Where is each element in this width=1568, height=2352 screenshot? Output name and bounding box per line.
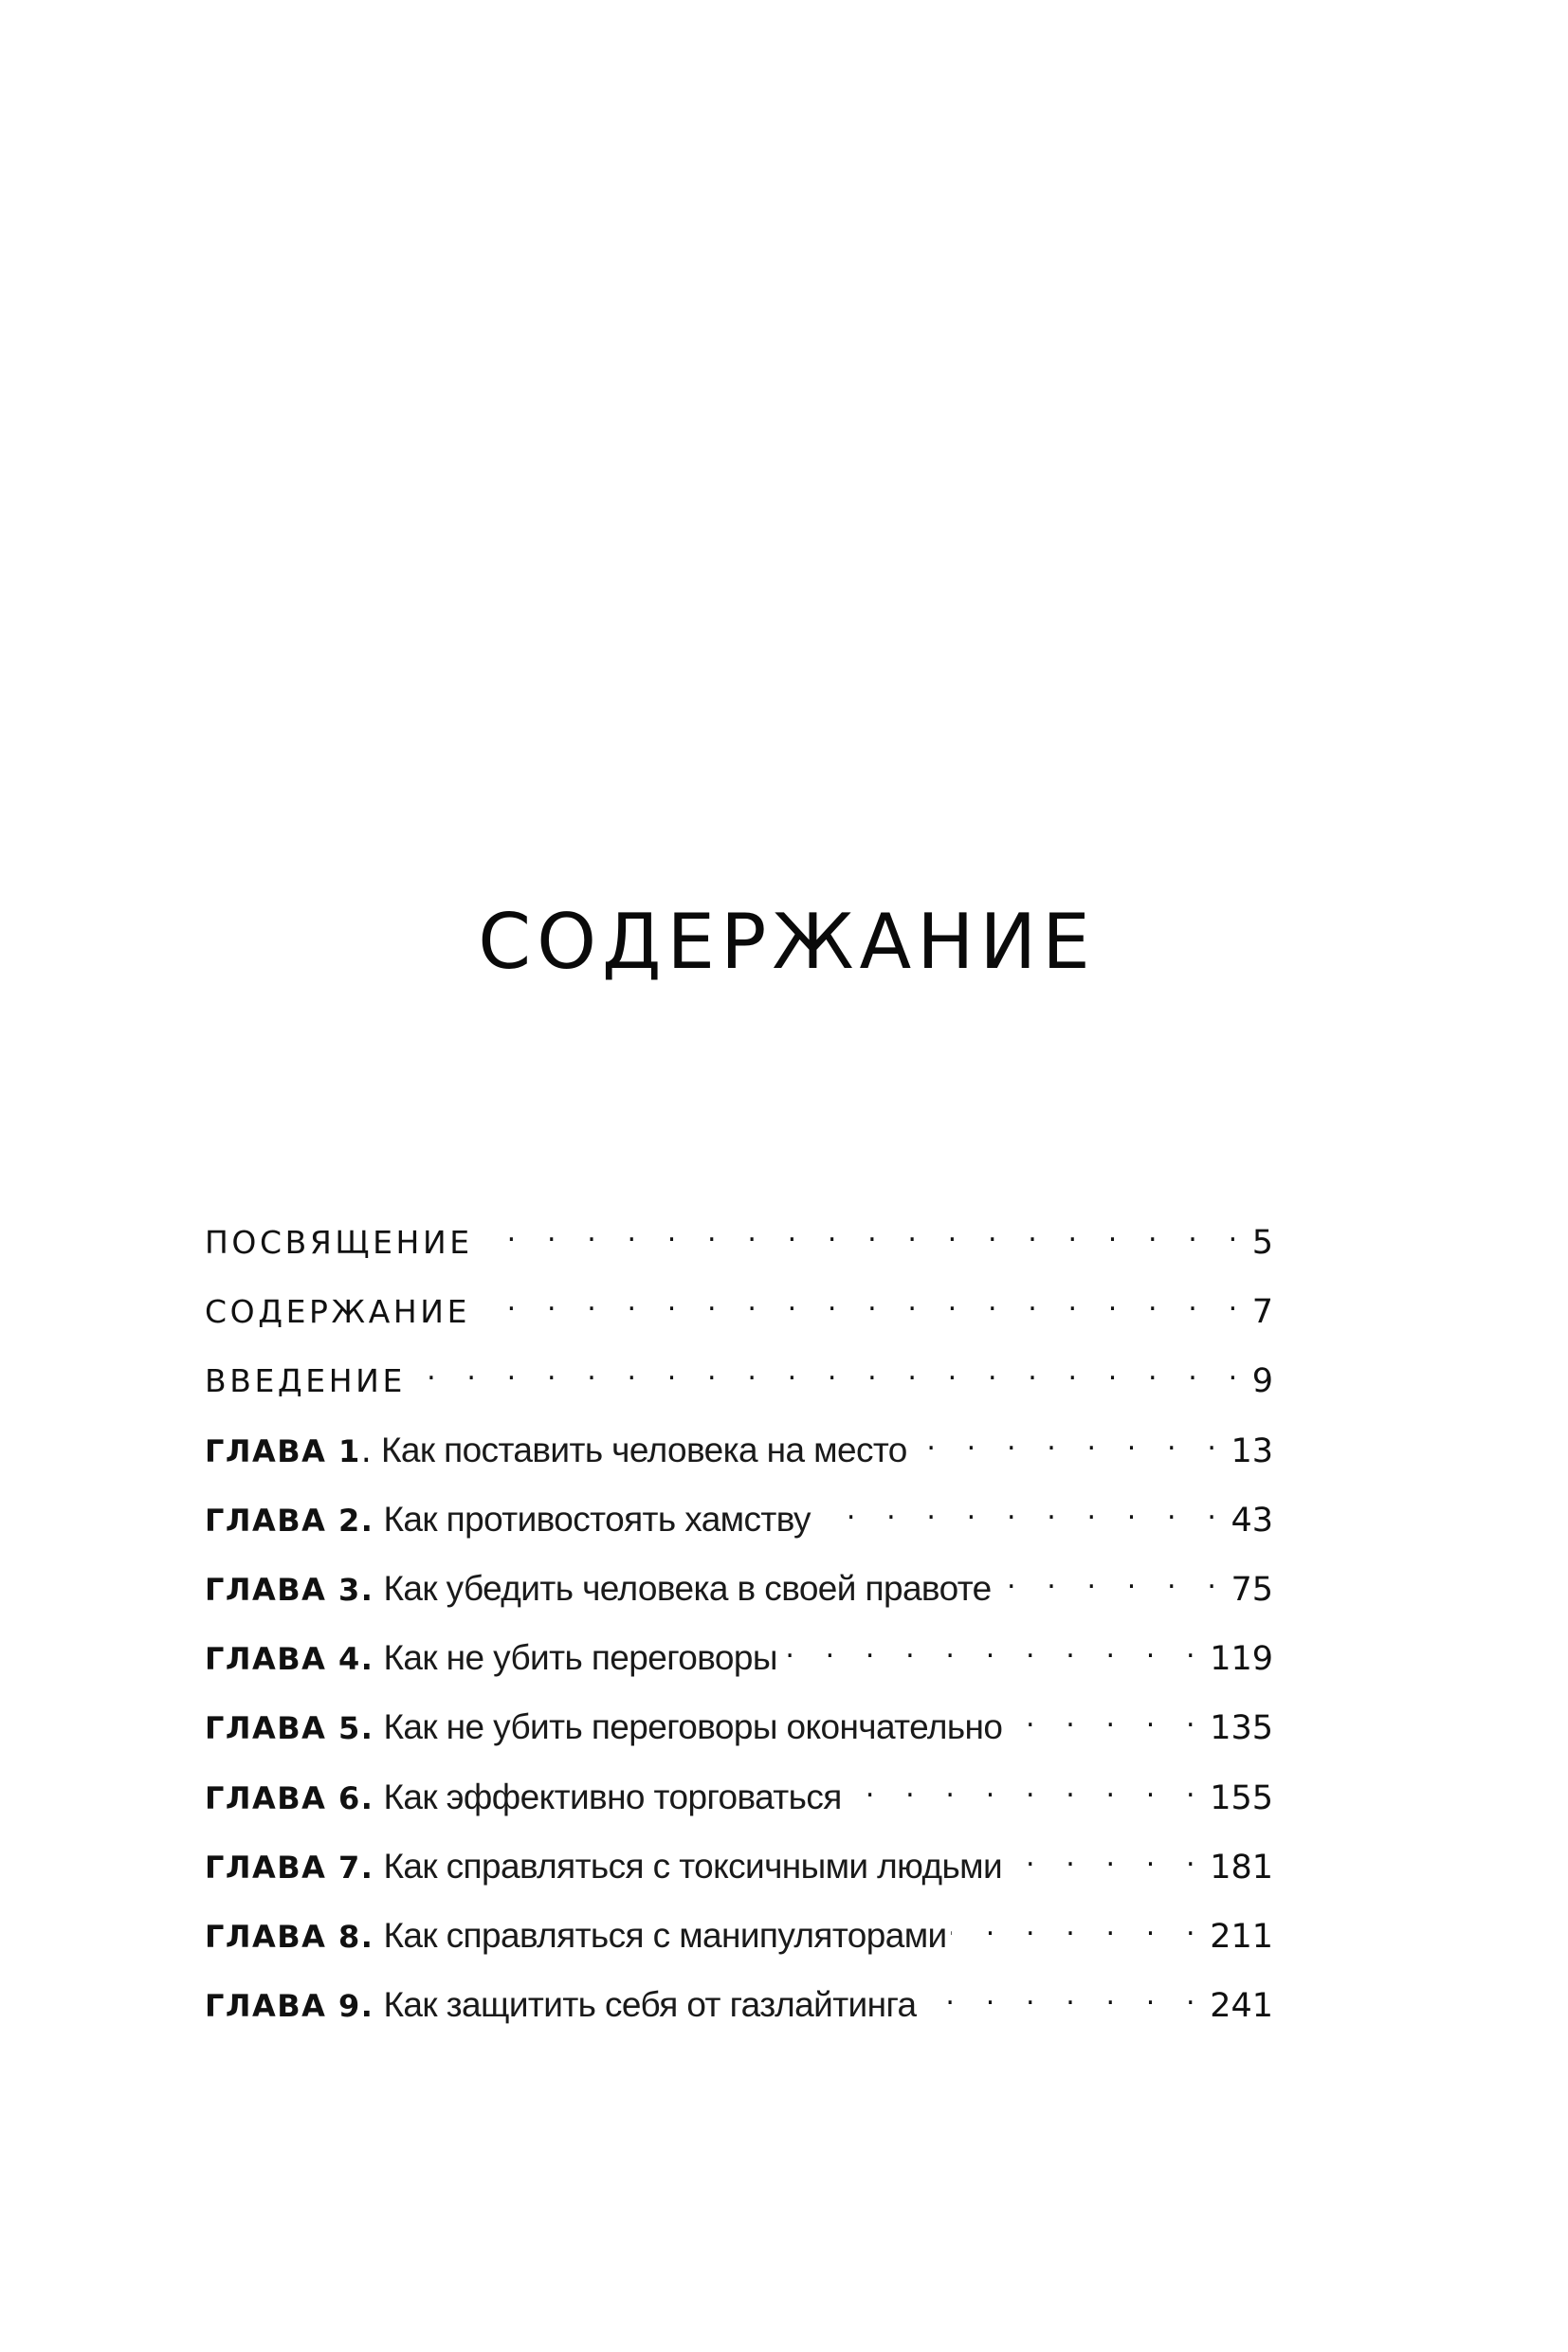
toc-page-number: 13 bbox=[1231, 1431, 1273, 1470]
chapter-title: Как справляться с манипуляторами bbox=[383, 1915, 947, 1955]
dot-leader bbox=[1006, 1836, 1206, 1878]
toc-entry-introduction[interactable] bbox=[205, 1350, 1273, 1419]
chapter-number: ГЛАВА 7. bbox=[205, 1849, 374, 1886]
toc-entry-contents[interactable] bbox=[205, 1281, 1273, 1350]
toc-entry-chapter-2[interactable] bbox=[205, 1489, 1273, 1559]
dot-leader bbox=[410, 1350, 1249, 1392]
toc-page-number: 43 bbox=[1231, 1501, 1273, 1540]
chapter-number: ГЛАВА 4. bbox=[205, 1641, 374, 1678]
toc-entry-label: СОДЕРЖАНИЕ bbox=[205, 1293, 471, 1331]
dot-leader bbox=[995, 1559, 1228, 1600]
dot-leader bbox=[474, 1281, 1249, 1322]
toc-page-number: 155 bbox=[1210, 1778, 1273, 1817]
toc-entry-chapter-8[interactable] bbox=[205, 1905, 1273, 1975]
toc-entry-chapter-1[interactable] bbox=[205, 1420, 1273, 1489]
toc-entry-chapter-4[interactable] bbox=[205, 1628, 1273, 1697]
toc-entry-chapter-9[interactable] bbox=[205, 1975, 1273, 2044]
dot-leader bbox=[846, 1767, 1207, 1809]
dot-leader bbox=[814, 1489, 1228, 1531]
dot-leader bbox=[951, 1905, 1207, 1947]
chapter-title: Как справляться с токсичными людьми bbox=[383, 1846, 1003, 1886]
chapter-separator: . bbox=[360, 1431, 372, 1470]
toc-entry-dedication[interactable] bbox=[205, 1212, 1273, 1281]
toc-entry-chapter-6[interactable] bbox=[205, 1767, 1273, 1836]
chapter-number: ГЛАВА 1 bbox=[205, 1432, 361, 1469]
dot-leader bbox=[1006, 1697, 1206, 1739]
table-of-contents bbox=[205, 1212, 1273, 2044]
dot-leader bbox=[781, 1628, 1206, 1669]
toc-page-number: 9 bbox=[1251, 1362, 1273, 1401]
toc-entry-chapter-5[interactable] bbox=[205, 1697, 1273, 1766]
chapter-title: Как не убить переговоры окончательно bbox=[383, 1707, 1003, 1747]
toc-page-number: 75 bbox=[1231, 1570, 1273, 1609]
chapter-title: Как поставить человека на место bbox=[380, 1430, 907, 1469]
chapter-number: ГЛАВА 5. bbox=[205, 1710, 374, 1747]
chapter-title: Как убедить человека в своей правоте bbox=[383, 1568, 992, 1608]
toc-entry-label: ПОСВЯЩЕНИЕ bbox=[205, 1224, 473, 1261]
dot-leader bbox=[477, 1212, 1249, 1253]
toc-page-number: 135 bbox=[1210, 1709, 1273, 1748]
dot-leader bbox=[911, 1420, 1228, 1462]
chapter-title: Как не убить переговоры bbox=[383, 1638, 777, 1678]
toc-page-number: 241 bbox=[1210, 1987, 1273, 2026]
toc-entry-label: ВВЕДЕНИЕ bbox=[205, 1362, 406, 1400]
chapter-number: ГЛАВА 9. bbox=[205, 1988, 374, 2025]
toc-page-number: 119 bbox=[1210, 1640, 1273, 1679]
toc-page-number: 7 bbox=[1251, 1293, 1273, 1332]
dot-leader bbox=[921, 1975, 1207, 2016]
toc-entry-chapter-3[interactable] bbox=[205, 1559, 1273, 1628]
chapter-number: ГЛАВА 2. bbox=[205, 1502, 374, 1539]
chapter-title: Как защитить себя от газлайтинга bbox=[383, 1985, 917, 2025]
page-title: СОДЕРЖАНИЕ bbox=[478, 898, 1096, 986]
toc-page-number: 5 bbox=[1251, 1224, 1273, 1262]
chapter-number: ГЛАВА 6. bbox=[205, 1779, 374, 1816]
toc-page-number: 181 bbox=[1210, 1848, 1273, 1887]
toc-entry-chapter-7[interactable] bbox=[205, 1836, 1273, 1905]
chapter-title: Как эффективно торговаться bbox=[383, 1777, 842, 1816]
chapter-number: ГЛАВА 8. bbox=[205, 1918, 374, 1955]
chapter-title: Как противостоять хамству bbox=[383, 1499, 811, 1539]
chapter-number: ГЛАВА 3. bbox=[205, 1571, 374, 1608]
toc-page-number: 211 bbox=[1210, 1917, 1273, 1956]
